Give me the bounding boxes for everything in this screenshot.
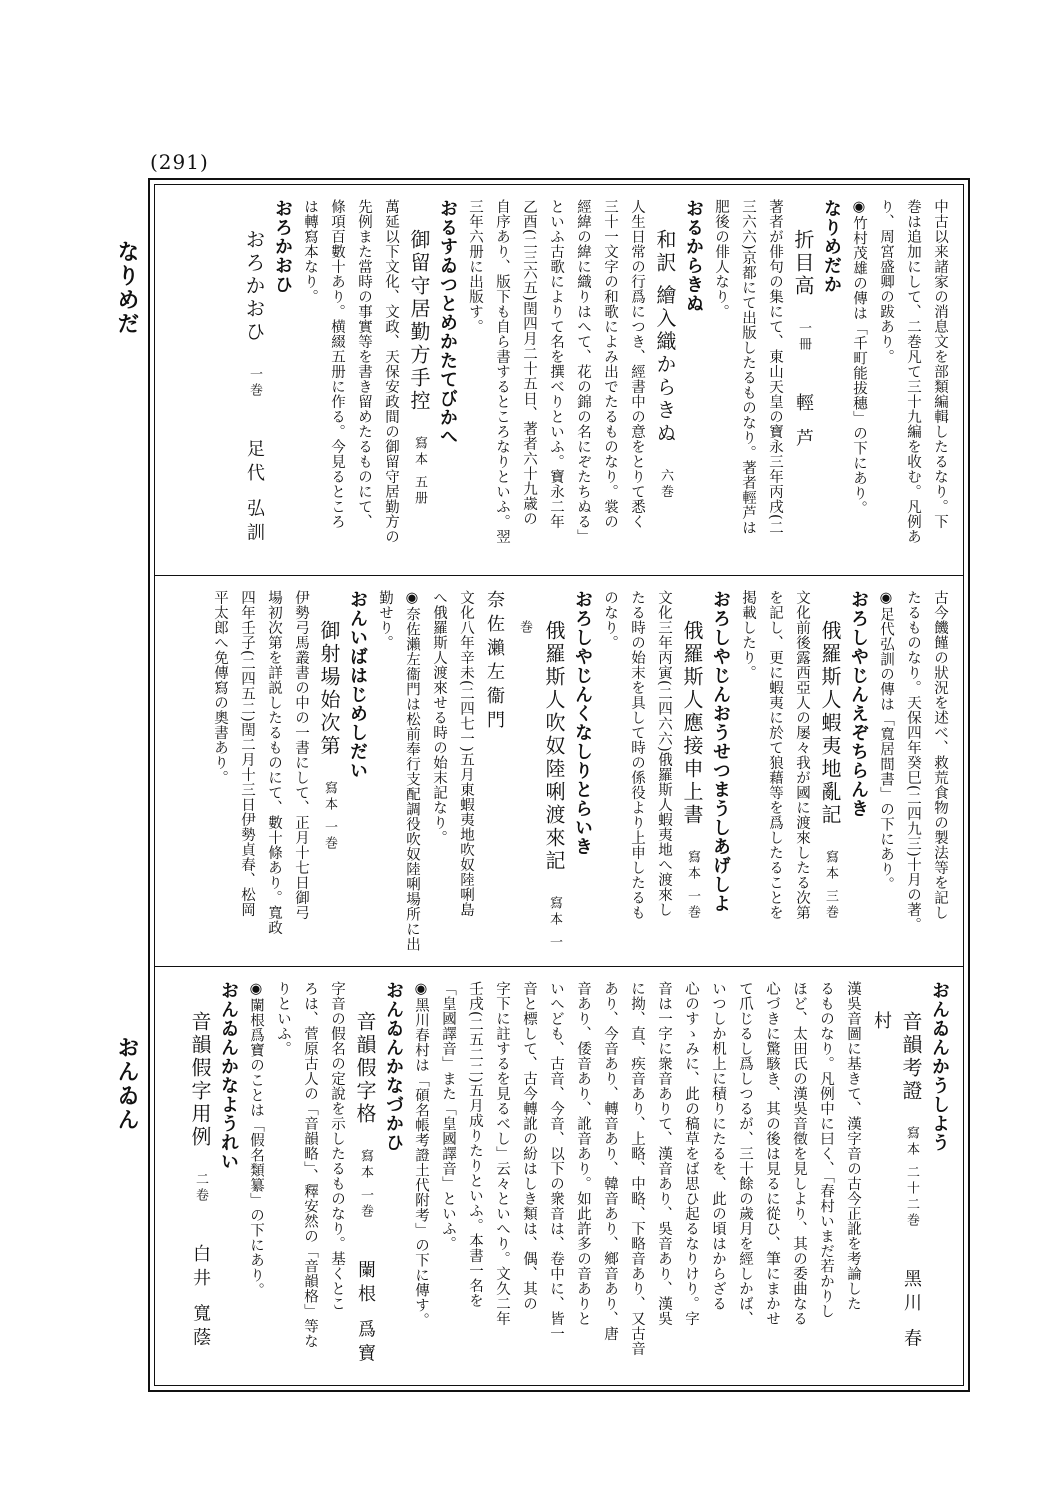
entry-meta: 寫本 三巻: [823, 850, 838, 922]
band-lower: [155, 967, 963, 1385]
entry-heading: おるすゐつとめかたてびかへ: [437, 199, 458, 446]
entry-line: 文化八年辛未(二四七一)五月東蝦夷地吹奴陸唎島: [458, 590, 474, 918]
entry-title: 俄羅斯人應接申上書 寫本 一巻: [680, 620, 704, 922]
entry-line: 文化三年丙寅(二四六六)俄羅斯人蝦夷地へ渡來し: [656, 590, 672, 918]
text-frame: [148, 178, 970, 1392]
band-upper: [155, 185, 963, 576]
entry-author: 輕 芦: [793, 393, 814, 453]
entry-line: といふ古歌によりて名を撰べりといふ。寶永二年: [548, 199, 564, 529]
entry-heading: おるからきぬ: [683, 199, 704, 313]
entry-heading: おんゐんかうしよう: [929, 981, 950, 1152]
entry-line: 音は一字に衆音ありて、漢音あり、吳音あり、漢吳: [656, 981, 672, 1326]
entry-meta: 寫本 二十二巻: [904, 1126, 919, 1230]
entry-line: 場初次第を詳説したるものにて、數十條あり。寬政: [266, 590, 282, 935]
column-lower: [155, 967, 963, 1385]
intro-line: 巻は追加にして、二巻凡て三十九編を收む。凡例あ: [905, 199, 921, 544]
entry-line: 肥後の俳人なり。: [713, 199, 729, 319]
entry-heading: おろかおひ: [272, 199, 293, 294]
entry-title: 音韻假字格 寫本 一巻闌根 爲寶: [353, 1011, 377, 1368]
entry-title: おろかおひ 一巻足代 弘訓: [242, 229, 266, 547]
entry-line: て爪じるし爲しつるが、三十餘の歲月を經しかば、: [737, 981, 753, 1326]
entry-title: 和訳 繪入織からきぬ 六巻: [653, 229, 677, 501]
entry-line: あり、今音あり、轉音あり、韓音あり、鄉音あり、唐: [602, 981, 618, 1341]
entry-heading: おんゐんかなづかひ: [383, 981, 404, 1152]
entry-meta: 寫本 一巻: [322, 781, 337, 853]
entry-line: ほど、太田氏の漢吳音徵を見しより、其の委曲なる: [791, 981, 807, 1326]
entry-line: 經緯の緯に織りはへて、花の錦の名にぞたちぬる」: [575, 199, 591, 544]
entry-heading: おろしやじんえぞちらんき: [848, 590, 869, 818]
entry-line: 著者が俳句の集にて、東山天皇の寶永三年丙戌(二: [767, 199, 783, 536]
entry-title: 音韻假字用例 二卷白井 寬蔭: [188, 1011, 212, 1352]
entry-line: 音と標して、古今轉訛の紛はしき類は、偶、其の: [521, 981, 537, 1311]
intro-line: たるものなり。天保四年癸巳(二四九三)十月の著。: [905, 590, 921, 933]
entry-title: 御射場始次第 寫本 一巻: [317, 620, 341, 853]
entry-author: 白井 寬蔭: [190, 1244, 211, 1352]
page-number: (291): [150, 150, 209, 174]
entry-line: ろは、菅原古人の「音韻略」、釋安然の「音韻格」等な: [302, 981, 318, 1349]
entry-line: 漢吳音圖に基きて、漢字音の古今正訛を考論した: [845, 981, 861, 1311]
entry-line: を記し、更に蝦夷に於て狼藉等を爲したることを: [767, 590, 783, 920]
entry-title: 御留守居勤方手控 寫本 五册: [407, 229, 431, 508]
entry-heading: おろしやじんおうせつまうしあげしよ: [710, 590, 731, 913]
entry-line: 伊勢弓馬叢書の中の一書にして、正月十七日御弓: [293, 590, 309, 920]
entry-author: 奈佐瀨左衞門: [484, 590, 505, 734]
entry-line: 三十一文字の和歌によみ出でたるものなり。裳の: [602, 199, 618, 529]
side-header-top: なりめだ: [114, 240, 140, 336]
entry-line: 人生日常の行爲につき、經書中の意をとりて悉く: [629, 199, 645, 529]
entry-title: 俄羅斯人吹奴陸唎渡來記 寫本 一巻: [517, 620, 566, 952]
entry-author: 足代 弘訓: [244, 439, 265, 547]
entry-line: 「皇國譯音」また「皇國譯音」といふ。: [440, 981, 456, 1251]
entry-line: 萬延以下文化、文政、天保安政間の御留守居勤方の: [383, 199, 399, 544]
intro-reference: ◉足代弘訓の傳は「寬居間書」の下にあり。: [878, 590, 894, 892]
entry-meta: 寫本 一巻: [517, 620, 562, 952]
entry-meta: 寫本 一巻: [685, 850, 700, 922]
entry-reference: ◉闌根爲寶のことは「假名類纂」の下にあり。: [248, 981, 264, 1298]
entry-title: 俄羅斯人蝦夷地亂記 寫本 三巻: [818, 620, 842, 922]
entry-line: 文化前後露西亞人の屡々我が國に渡來したる次第: [794, 590, 810, 920]
entry-line: 心のすゝみに、此の稿草をば思ひ起るなりけり。字: [683, 981, 699, 1326]
entry-title: 折目高 一冊輕 芦: [791, 229, 815, 453]
entry-line: りといふ。: [275, 981, 291, 1056]
entry-line: 自序あり、版下も自ら書するところなりといふ。翌: [494, 199, 510, 544]
entry-line: 字音の假名の定說を示したるものなり。基くとこ: [329, 981, 345, 1311]
entry-line: 音あり、倭音あり、訛音あり。如此許多の音ありと: [575, 981, 591, 1326]
entry-meta: 一冊: [796, 321, 811, 353]
intro-line: 中古以来諸家の消息文を部類編輯したるなり。下: [932, 199, 948, 529]
band-middle: [155, 576, 963, 967]
entry-reference: ◉黑川春村は「碩名帳考證土代附考」の下に傳す。: [413, 981, 429, 1328]
entry-line: いつしか机上に積りにたるを、此の頃はからざる: [710, 981, 726, 1311]
intro-reference: ◉竹村茂雄の傳は「千町能拔穗」の下にあり。: [851, 199, 867, 516]
column-middle: [155, 576, 963, 966]
entry-line: 四年壬子(二四五二)閏二月十三日伊勢貞春、松岡: [239, 590, 255, 918]
entry-line: に拗、直、疾音あり、上略、中略、下略音あり、又古音: [629, 981, 645, 1356]
entry-heading: おろしやじんくなしりとらいき: [572, 590, 593, 856]
entry-line: たる時の始末を具して時の係役より上申したるも: [629, 590, 645, 920]
column-upper: [155, 185, 963, 575]
entry-line: いへども、古音、今音、以下の衆音は、卷中に、皆一: [548, 981, 564, 1341]
entry-author: 黑川 春村: [871, 1011, 922, 1353]
entry-line: るものなり。凡例中に曰く、「春村いまだ若かりし: [818, 981, 834, 1319]
entry-line: 乙酉(二三六五)閏四月二十五日、著者六十九歳の: [521, 199, 537, 527]
intro-line: 古今饑饉の狀況を述べ、救荒食物の製法等を記し: [932, 590, 948, 920]
entry-line: 先例また當時の事實等を書き留めたるものにて、: [356, 199, 372, 529]
entry-line: 條項百數十あり。横綴五册に作る。今見るところ: [329, 199, 345, 529]
entry-line: へ俄羅斯人渡來せる時の始末記なり。: [431, 590, 447, 845]
intro-line: り、周宮盛卿の跋あり。: [878, 199, 894, 364]
side-header-bottom: おんゐん: [114, 1036, 140, 1132]
entry-line: 壬戌(二五二二)五月成りたりといふ。本書一名を: [467, 981, 483, 1309]
inner-frame: [154, 184, 964, 1386]
entry-title: 音韻考證 寫本 二十二巻黑川 春村: [871, 1011, 923, 1353]
entry-heading: おんゐんかなようれい: [218, 981, 239, 1171]
entry-line: 掲載したり。: [740, 590, 756, 680]
entry-line: は轉寫本なり。: [302, 199, 318, 304]
entry-meta: 寫本 五册: [412, 436, 427, 508]
entry-meta: 寫本 一巻: [358, 1149, 373, 1221]
entry-heading: おんいばはじめしだい: [347, 590, 368, 780]
entry-line: 三六六)京都にて出版したるものなり。著者輕芦は: [740, 199, 756, 536]
entry-meta: 二卷: [193, 1172, 208, 1204]
entry-line: 三年六册に出版す。: [467, 199, 483, 334]
entry-author: 闌根 爲寶: [355, 1260, 376, 1368]
entry-line: 心づきに驚駭き、其の後は見るに從ひ、筆にまかせ: [764, 981, 780, 1326]
entry-meta: 一巻: [247, 367, 262, 399]
entry-reference: ◉奈佐瀨左衞門は松前奉行支配調役吹奴陸唎場所に出勤せり。: [377, 590, 420, 952]
entry-meta: 六巻: [658, 468, 673, 501]
entry-line: 字下に註するを見るべし」云々といへり。文久二年: [494, 981, 510, 1326]
entry-heading: なりめだか: [821, 199, 842, 294]
entry-line: 平太郎へ免傳寫の奧書あり。: [212, 590, 228, 785]
entry-line: のなり。: [602, 590, 618, 650]
